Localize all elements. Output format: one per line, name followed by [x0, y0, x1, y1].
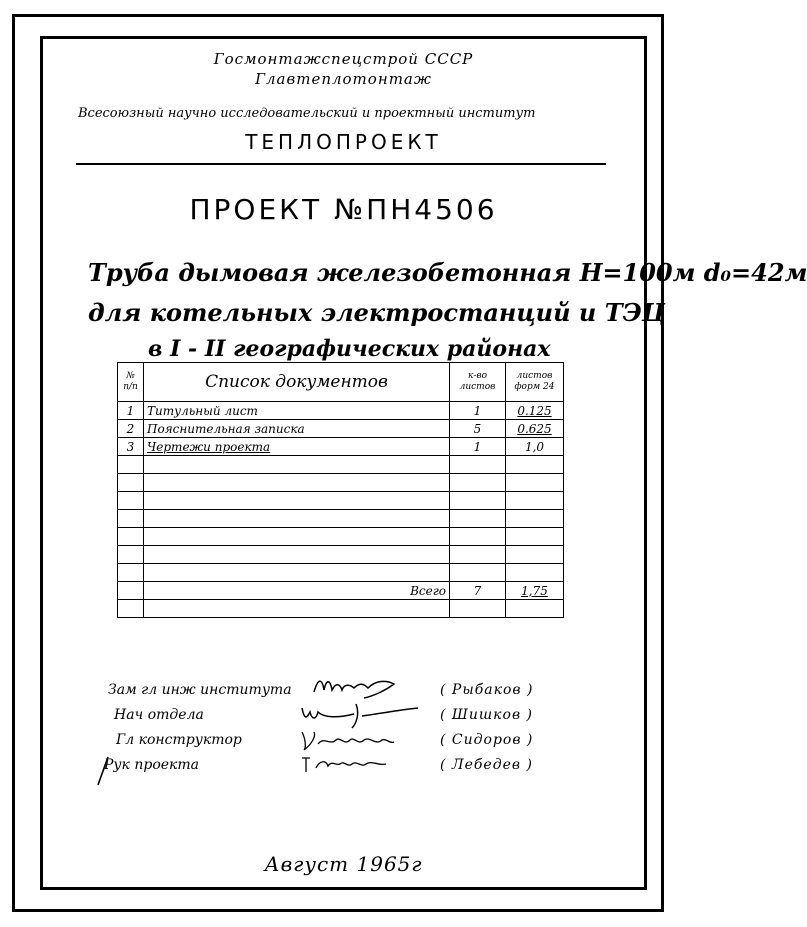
header-sheets: листов форм 24 — [506, 363, 564, 402]
header-divider — [76, 163, 606, 165]
empty-row — [118, 564, 564, 582]
row-copies: 1 — [450, 402, 506, 420]
signer-role-1: Зам гл инж института — [108, 682, 292, 698]
signer-role-2: Нач отдела — [114, 707, 204, 723]
header-name: Список документов — [144, 363, 450, 402]
table-row — [118, 402, 564, 420]
ministry-name: Госмонтажспецстрой СССР — [213, 50, 474, 68]
total-sheets: 1,75 — [506, 582, 564, 600]
row-sheets: 0.125 — [506, 402, 564, 420]
empty-row — [118, 546, 564, 564]
table-row — [118, 438, 564, 456]
empty-row — [118, 528, 564, 546]
row-sheets: 1,0 — [506, 438, 564, 456]
row-sheets: 0.625 — [506, 420, 564, 438]
institute-name: Всесоюзный научно исследовательский и проектный институт — [78, 106, 536, 121]
header-num: № п/п — [118, 363, 144, 402]
empty-row — [118, 510, 564, 528]
empty-row — [118, 456, 564, 474]
row-copies: 1 — [450, 438, 506, 456]
row-num: 2 — [118, 420, 144, 438]
glavk-name: Главтеплomонтаж — [255, 70, 432, 88]
signer-name-1: ( Рыбаков ) — [440, 682, 534, 698]
empty-row — [118, 492, 564, 510]
project-number: ПРОЕКТ №ПН4506 — [189, 193, 498, 226]
row-copies: 5 — [450, 420, 506, 438]
row-name: Пояснительная записка — [144, 420, 450, 438]
document-date: Август 1965г — [264, 852, 423, 876]
signer-role-3: Гл конструктор — [116, 732, 242, 748]
role-slash-mark — [94, 754, 114, 788]
signature-3 — [296, 726, 401, 754]
title-line-3: в I - II географических районах — [148, 336, 551, 362]
empty-row — [118, 600, 564, 618]
signer-name-2: ( Шишков ) — [440, 707, 534, 723]
signer-name-4: ( Лебедев ) — [440, 757, 533, 773]
table-header-row — [118, 363, 564, 402]
total-row — [118, 582, 564, 600]
documents-table — [117, 362, 564, 618]
row-name: Чертежи проекта — [144, 438, 450, 456]
signer-name-3: ( Сидоров ) — [440, 732, 534, 748]
total-copies: 7 — [450, 582, 506, 600]
organization-name: ТЕПЛОПРОЕКТ — [245, 130, 442, 154]
signer-role-4: Рук проекта — [104, 757, 200, 773]
table-row — [118, 420, 564, 438]
row-num: 3 — [118, 438, 144, 456]
title-line-1: Труба дымовая железобетонная H=100м d₀=42м — [88, 258, 807, 287]
header-copies: к-во листов — [450, 363, 506, 402]
empty-row — [118, 474, 564, 492]
row-name: Титульный лист — [144, 402, 450, 420]
row-num: 1 — [118, 402, 144, 420]
title-line-2: для котельных электростанций и ТЭЦ — [88, 298, 665, 327]
signature-4 — [298, 752, 403, 778]
total-label: Всего — [144, 582, 450, 600]
